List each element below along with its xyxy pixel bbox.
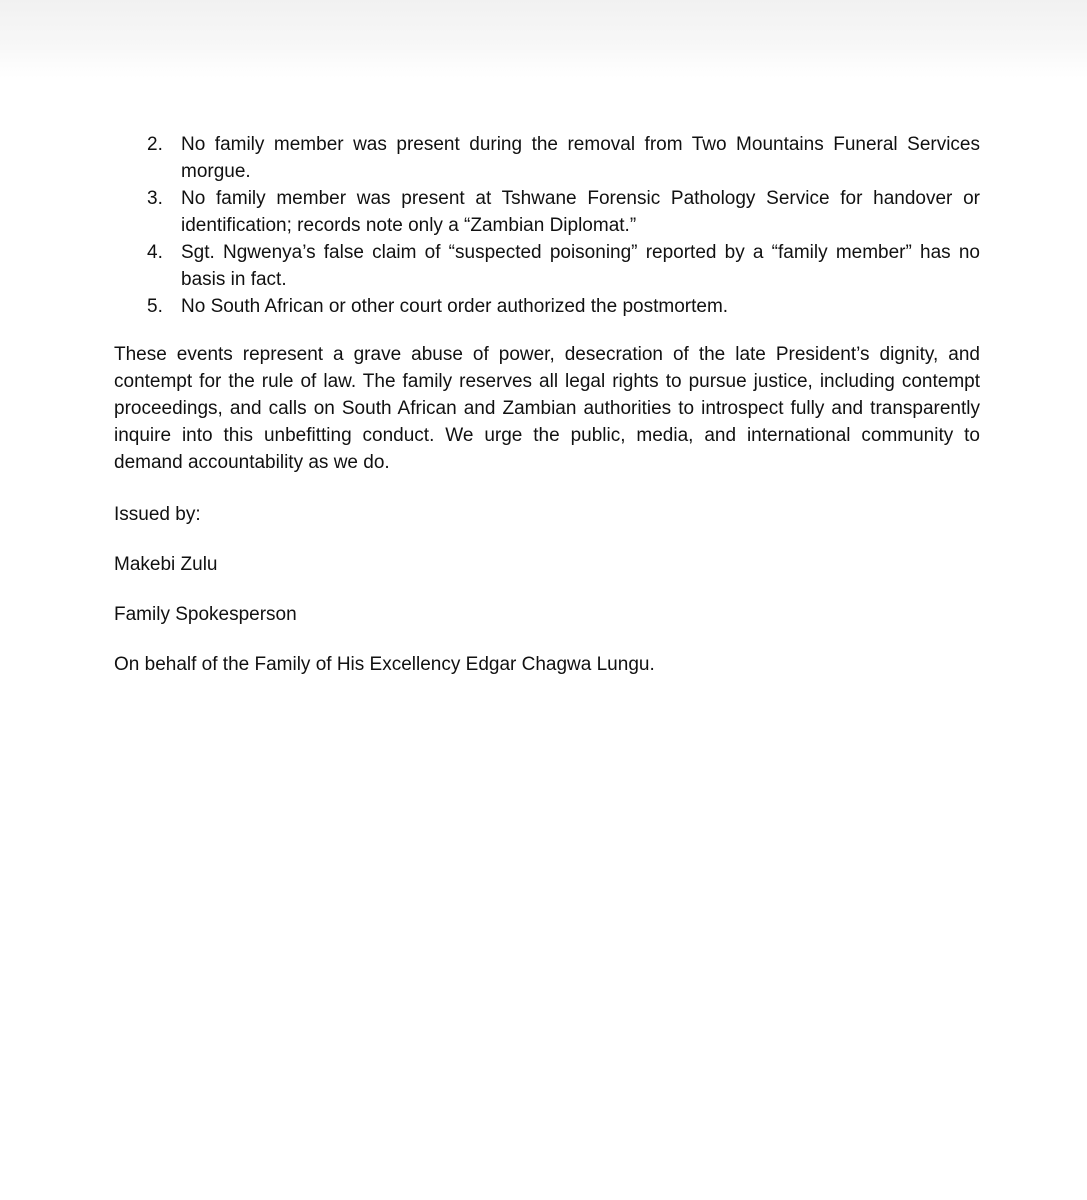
list-item-number: 5. (147, 296, 163, 317)
document-page (114, 131, 980, 678)
list-item (114, 239, 980, 293)
list-item (114, 131, 980, 185)
signer-title: Family Spokesperson (114, 604, 297, 625)
list-item-number: 3. (147, 188, 163, 209)
list-item-text: No family member was present at Tshwane Forensic Pathology Service for handover or identification; records note only a “Zambian Diplomat.” (181, 188, 980, 236)
list-item-number: 2. (147, 134, 163, 155)
list-item (114, 185, 980, 239)
list-item (114, 293, 980, 320)
list-item-text: No South African or other court order authorized the postmortem. (181, 296, 729, 317)
numbered-list (114, 131, 980, 320)
list-item-text: Sgt. Ngwenya’s false claim of “suspected poisoning” reported by a “family member” has no basis in fact. (181, 242, 980, 290)
issued-by-label: Issued by: (114, 504, 201, 525)
closing-paragraph: These events represent a grave abuse of power, desecration of the late President’s dignity, and contempt for the rule of law. The family reserves all legal rights to pursue justice, including contempt proceedings, and calls on South African and Zambian authorities to introspect fully and transparently inquire into this unbefitting conduct. We urge the public, media, and international community to demand accountability as we do. (114, 344, 980, 473)
signer-name: Makebi Zulu (114, 554, 218, 575)
on-behalf-line: On behalf of the Family of His Excellency Edgar Chagwa Lungu. (114, 654, 655, 675)
list-item-number: 4. (147, 242, 163, 263)
list-item-text: No family member was present during the removal from Two Mountains Funeral Services morgue. (181, 134, 980, 182)
top-shadow-band (0, 0, 1087, 78)
